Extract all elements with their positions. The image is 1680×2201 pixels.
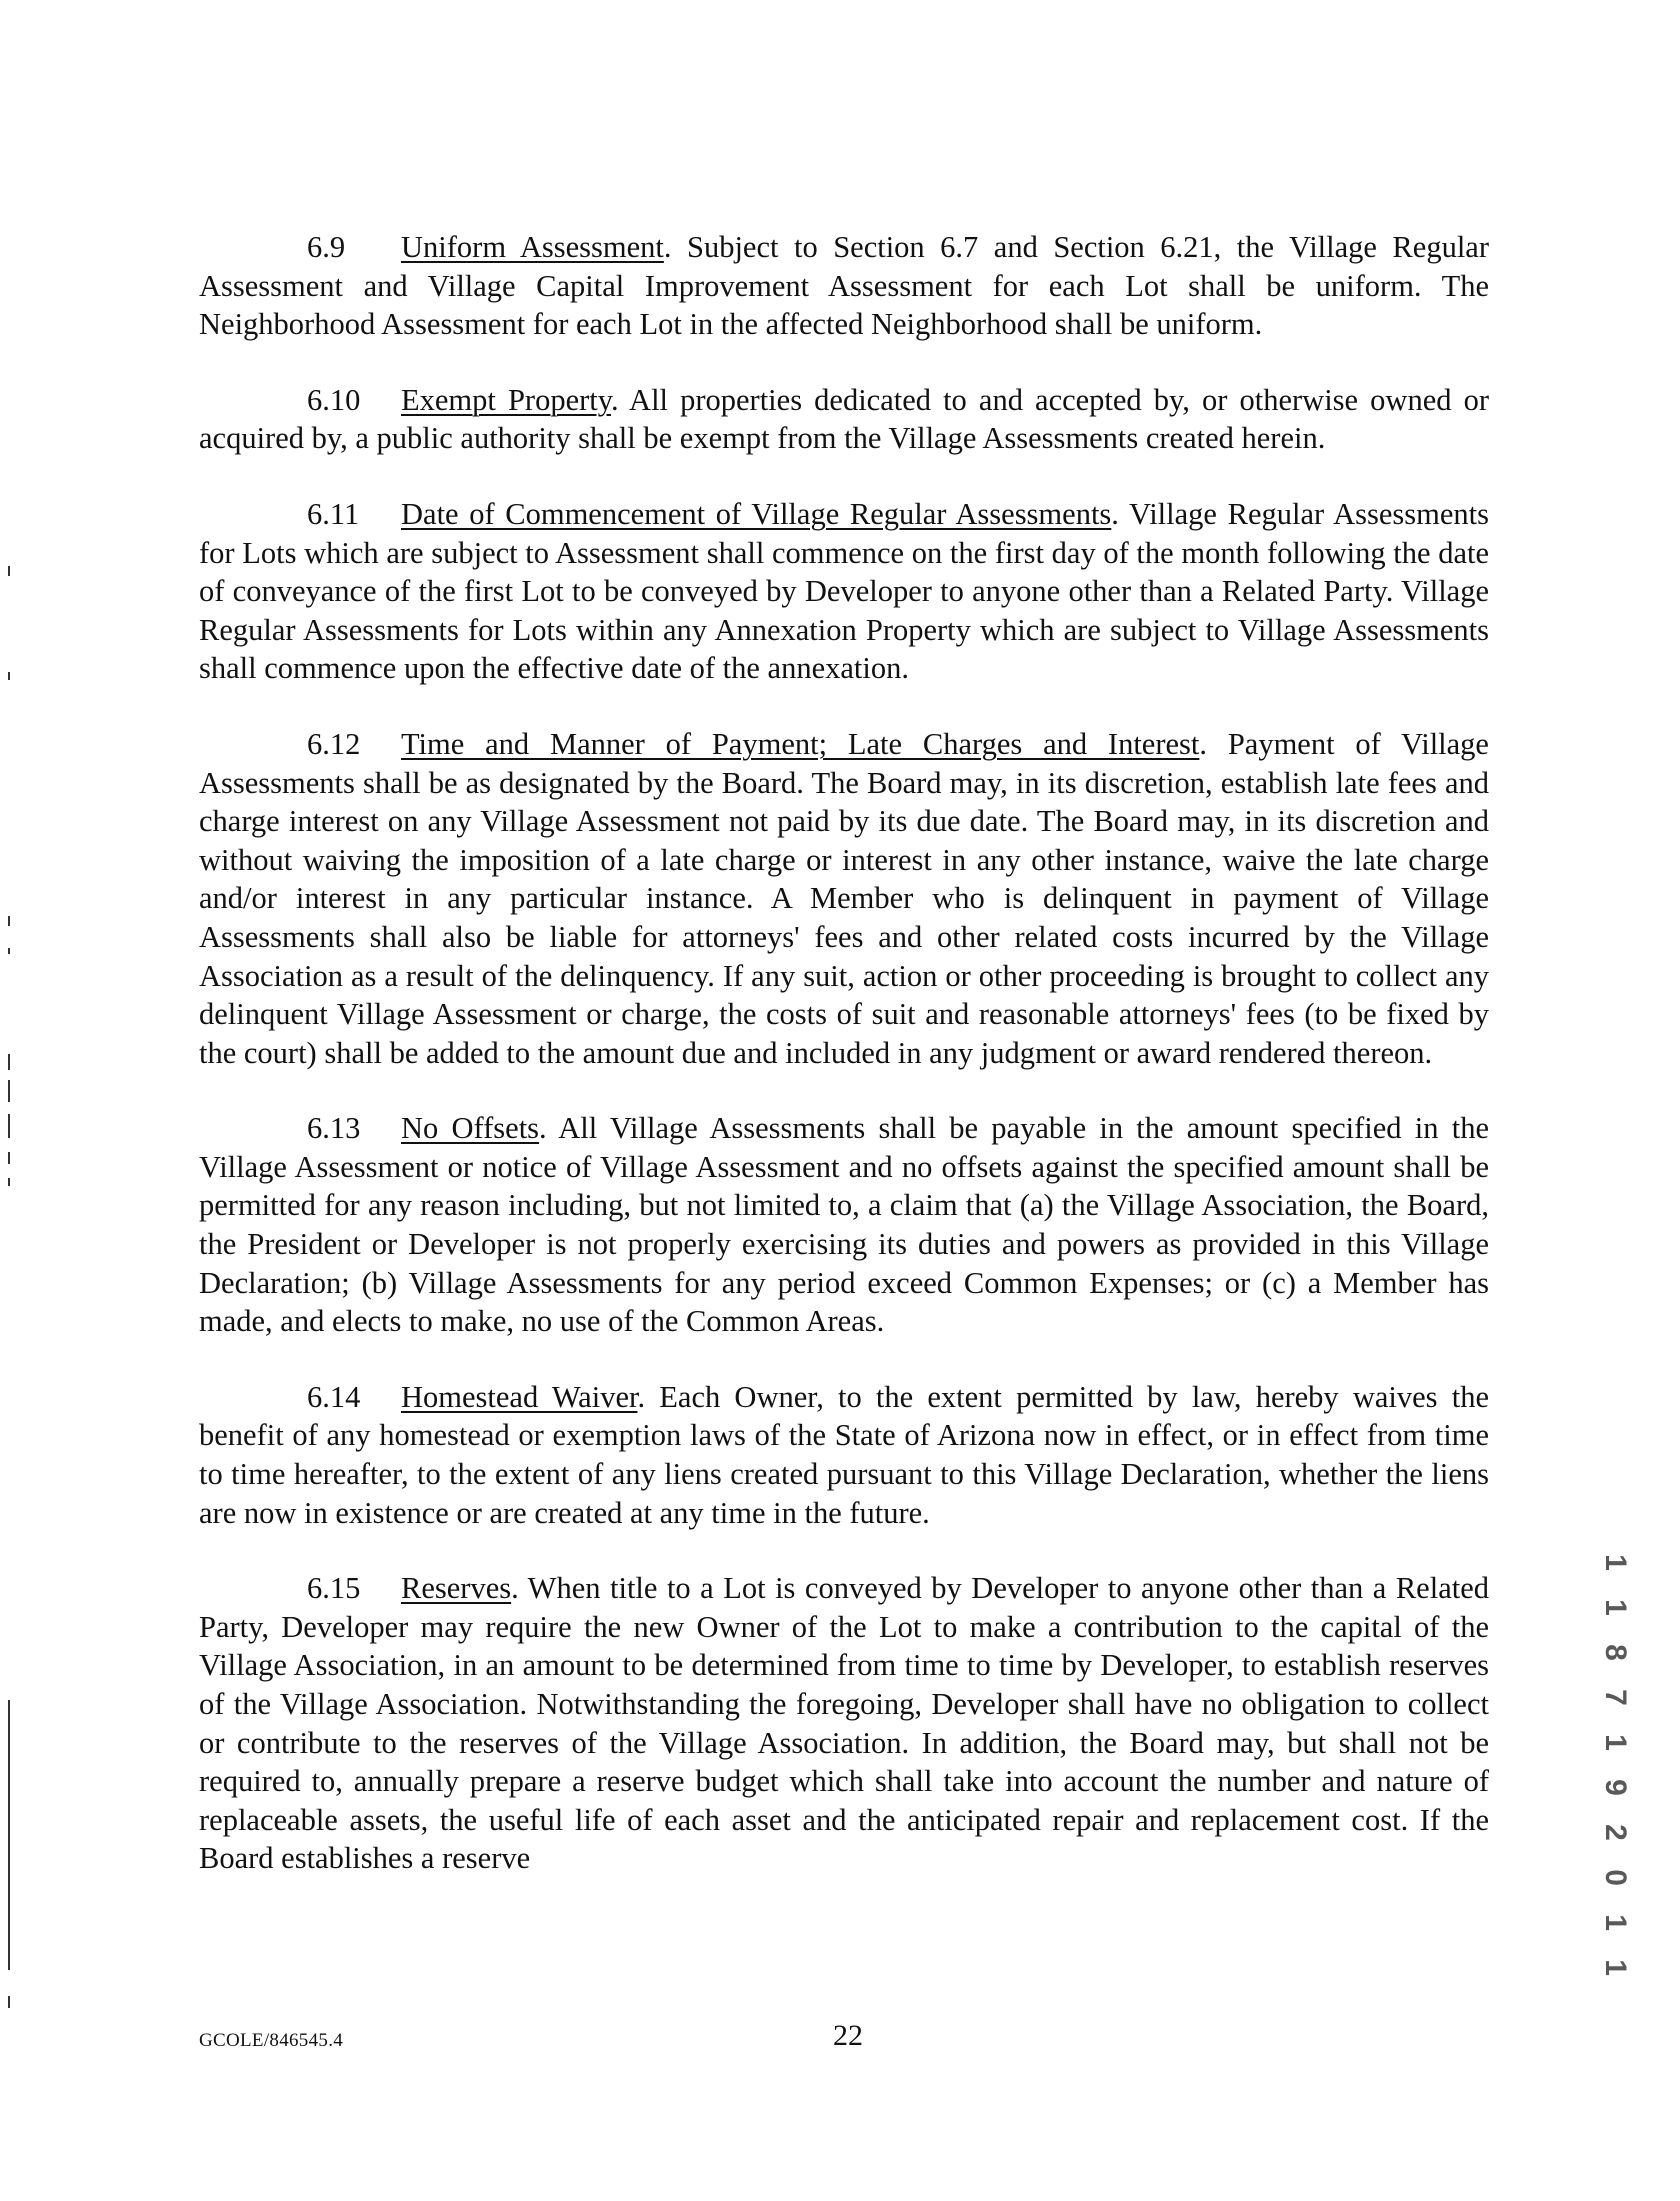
scan-mark [8,1700,10,1970]
recording-number-stamp [1595,1554,1635,1986]
section-number: 6.15 [307,1571,361,1606]
section-text: . All Village Assessments shall be payable in the amount specified in the Village Assessment or notice of Village Assessment and no offsets against the specified amount shall be permitted for any reason including, but not limited to, a claim that (a) the Village Association, the Board, the President or Developer is not properly exercising its duties and powers as provided in this Village Declaration; (b) Village Assessments for any period exceed Common Expenses; or (c) a Member has made, and elects to make, no use of the Common Areas. [199,1111,1489,1339]
scan-mark [8,916,10,926]
document-body [199,228,1489,1915]
section-title: Time and Manner of Payment; Late Charges and Interest [401,726,1200,761]
scan-mark [8,1178,10,1186]
section-number: 6.11 [307,496,360,531]
scan-mark [8,948,10,954]
section-6-10 [199,381,1489,458]
section-text: . Village Regular Assessments for Lots which are subject to Assessment shall commence on the first day of the month following the date of conveyance of the first Lot to be conveyed by Developer to anyone other than a Related Party. Village Regular Assessments for Lots within any Annexation Property which are subject to Village Assessments shall commence upon the effective date of the annexation. [199,496,1489,686]
section-text: . Each Owner, to the extent permitted by law, hereby waives the benefit of any homestead or exemption laws of the State of Arizona now in effect, or in effect from time to time hereafter, to the extent of any liens created pursuant to this Village Declaration, whether the liens are now in existence or are created at any time in the future. [199,1379,1490,1530]
section-title: Date of Commencement of Village Regular Assessments [401,496,1112,531]
section-text: . All properties dedicated to and accepted by, or otherwise owned or acquired by, a public authority shall be exempt from the Village Assessments created herein. [199,382,1489,456]
section-title: Uniform Assessment [401,230,664,264]
scan-mark [8,566,10,576]
section-number: 6.12 [307,726,361,761]
section-text: . Payment of Village Assessments shall be as designated by the Board. The Board may, in its discretion, establish late fees and charge interest on any Village Assessment not paid by its due date. The Board may, in its discretion and without waiving the imposition of a late charge or interest in any other instance, waive the late charge and/or interest in any particular instance. A Member who is delinquent in payment of Village Assessments shall also be liable for attorneys' fees and other related costs incurred by the Village Association as a result of the delinquency. If any suit, action or other proceeding is brought to collect any delinquent Village Assessment or charge, the costs of suit and reasonable attorneys' fees (to be fixed by the court) shall be added to the amount due and included in any judgment or award rendered thereon. [199,726,1489,1070]
section-6-15 [199,1569,1489,1878]
scan-mark [8,1996,10,2008]
section-6-9 [199,228,1489,344]
scan-mark [8,672,10,680]
scan-mark [8,1054,10,1070]
left-margin-scan-marks [0,0,20,2201]
section-6-12 [199,725,1489,1072]
section-number: 6.9 [307,230,346,264]
section-number: 6.13 [307,1111,361,1146]
footer-page-number: 22 [833,2019,863,2052]
section-6-13 [199,1109,1489,1341]
recording-number-text: 1 1 8 7 1 9 2 0 1 1 [1599,1554,1632,1986]
section-number: 6.10 [307,382,361,417]
section-number: 6.14 [307,1379,361,1414]
section-title: Reserves [401,1571,512,1606]
section-6-11 [199,495,1489,688]
scan-mark [8,1152,10,1164]
section-text: . Subject to Section 6.7 and Section 6.21, the Village Regular Assessment and Village Capital Improvement Assessment for each Lot shall be uniform. The Neighborhood Assessment for each Lot in the affected Neighborhood shall be uniform. [199,230,1489,342]
section-title: Exempt Property [401,382,612,417]
section-text: . When title to a Lot is conveyed by Developer to anyone other than a Related Party, Developer may require the new Owner of the Lot to make a contribution to the capital of the Village Association, in an amount to be determined from time to time by Developer, to establish reserves of the Village Association. Notwithstanding the foregoing, Developer shall have no obligation to collect or contribute to the reserves of the Village Association. In addition, the Board may, but shall not be required to, annually prepare a reserve budget which shall take into account the number and nature of replaceable assets, the useful life of each asset and the anticipated repair and replacement cost. If the Board establishes a reserve [199,1571,1489,1876]
section-title: Homestead Waiver [401,1379,638,1414]
section-6-14 [199,1378,1489,1532]
scan-mark [8,1114,10,1138]
scan-mark [8,1080,10,1102]
footer-document-code: GCOLE/846545.4 [199,2030,344,2051]
section-title: No Offsets [401,1111,540,1146]
